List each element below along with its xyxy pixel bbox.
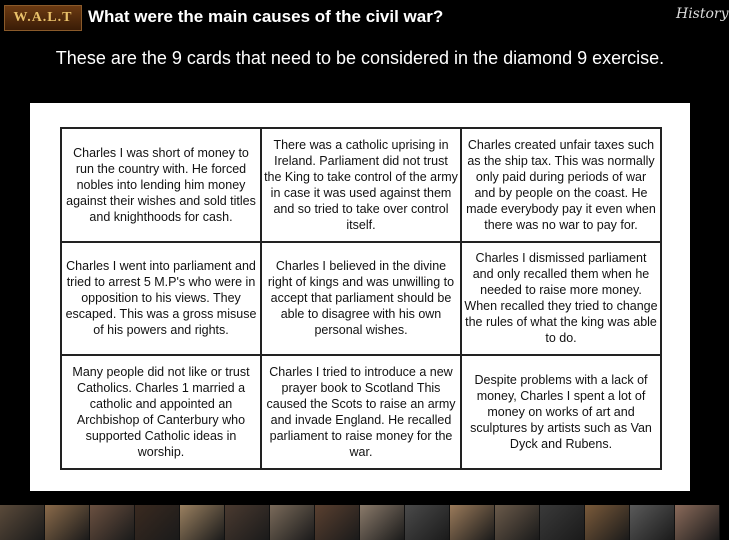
card: Many people did not like or trust Catholics. Charles 1 married a catholic and appointed an Archbishop of Canterbury who supported Catholic ideas in worship. [61,355,261,469]
filmstrip-image [495,505,540,540]
filmstrip-image [540,505,585,540]
cards-panel [30,103,690,491]
title-bar [0,0,729,34]
filmstrip-image [90,505,135,540]
card: Charles I dismissed parliament and only recalled them when he needed to raise more money. When recalled they tried to change the rules of what the king was able to do. [461,242,661,356]
diamond-nine-cards [60,127,662,470]
filmstrip-image [135,505,180,540]
card: Charles created unfair taxes such as the ship tax. This was normally only paid during periods of war and by people on the coast. He made everybody pay it even when there was no war to pay for. [461,128,661,242]
filmstrip-image [360,505,405,540]
history-logo: History [676,6,729,22]
filmstrip-image [450,505,495,540]
filmstrip-image [315,505,360,540]
card: There was a catholic uprising in Ireland. Parliament did not trust the King to take control of the army in case it was used against them and so tried to take over control itself. [261,128,461,242]
history-image-filmstrip [0,505,720,540]
card: Charles I went into parliament and tried to arrest 5 M.P's who were in opposition to his views. They escaped. This was a gross misuse of his powers and rights. [61,242,261,356]
filmstrip-image [180,505,225,540]
card-row [61,355,661,469]
slide-heading: These are the 9 cards that need to be considered in the diamond 9 exercise. [55,48,665,68]
filmstrip-image [630,505,675,540]
card: Charles I tried to introduce a new prayer book to Scotland This caused the Scots to raise an army and invade England. He recalled parliament to raise money for the war. [261,355,461,469]
filmstrip-image [270,505,315,540]
filmstrip-image [225,505,270,540]
lesson-topic: What were the main causes of the civil war? [88,7,444,26]
card: Charles I was short of money to run the country with. He forced nobles into lending him money against their wishes and sold titles and knighthoods for cash. [61,128,261,242]
card: Despite problems with a lack of money, Charles I spent a lot of money on works of art and sculptures by artists such as Van Dyck and Rubens. [461,355,661,469]
filmstrip-image [405,505,450,540]
filmstrip-image [675,505,720,540]
filmstrip-image [585,505,630,540]
filmstrip-image [0,505,45,540]
card-row [61,242,661,356]
card: Charles I believed in the divine right of kings and was unwilling to accept that parliament should be able to disagree with his own personal wishes. [261,242,461,356]
filmstrip-image [45,505,90,540]
card-row [61,128,661,242]
walt-badge: W.A.L.T [4,5,82,31]
